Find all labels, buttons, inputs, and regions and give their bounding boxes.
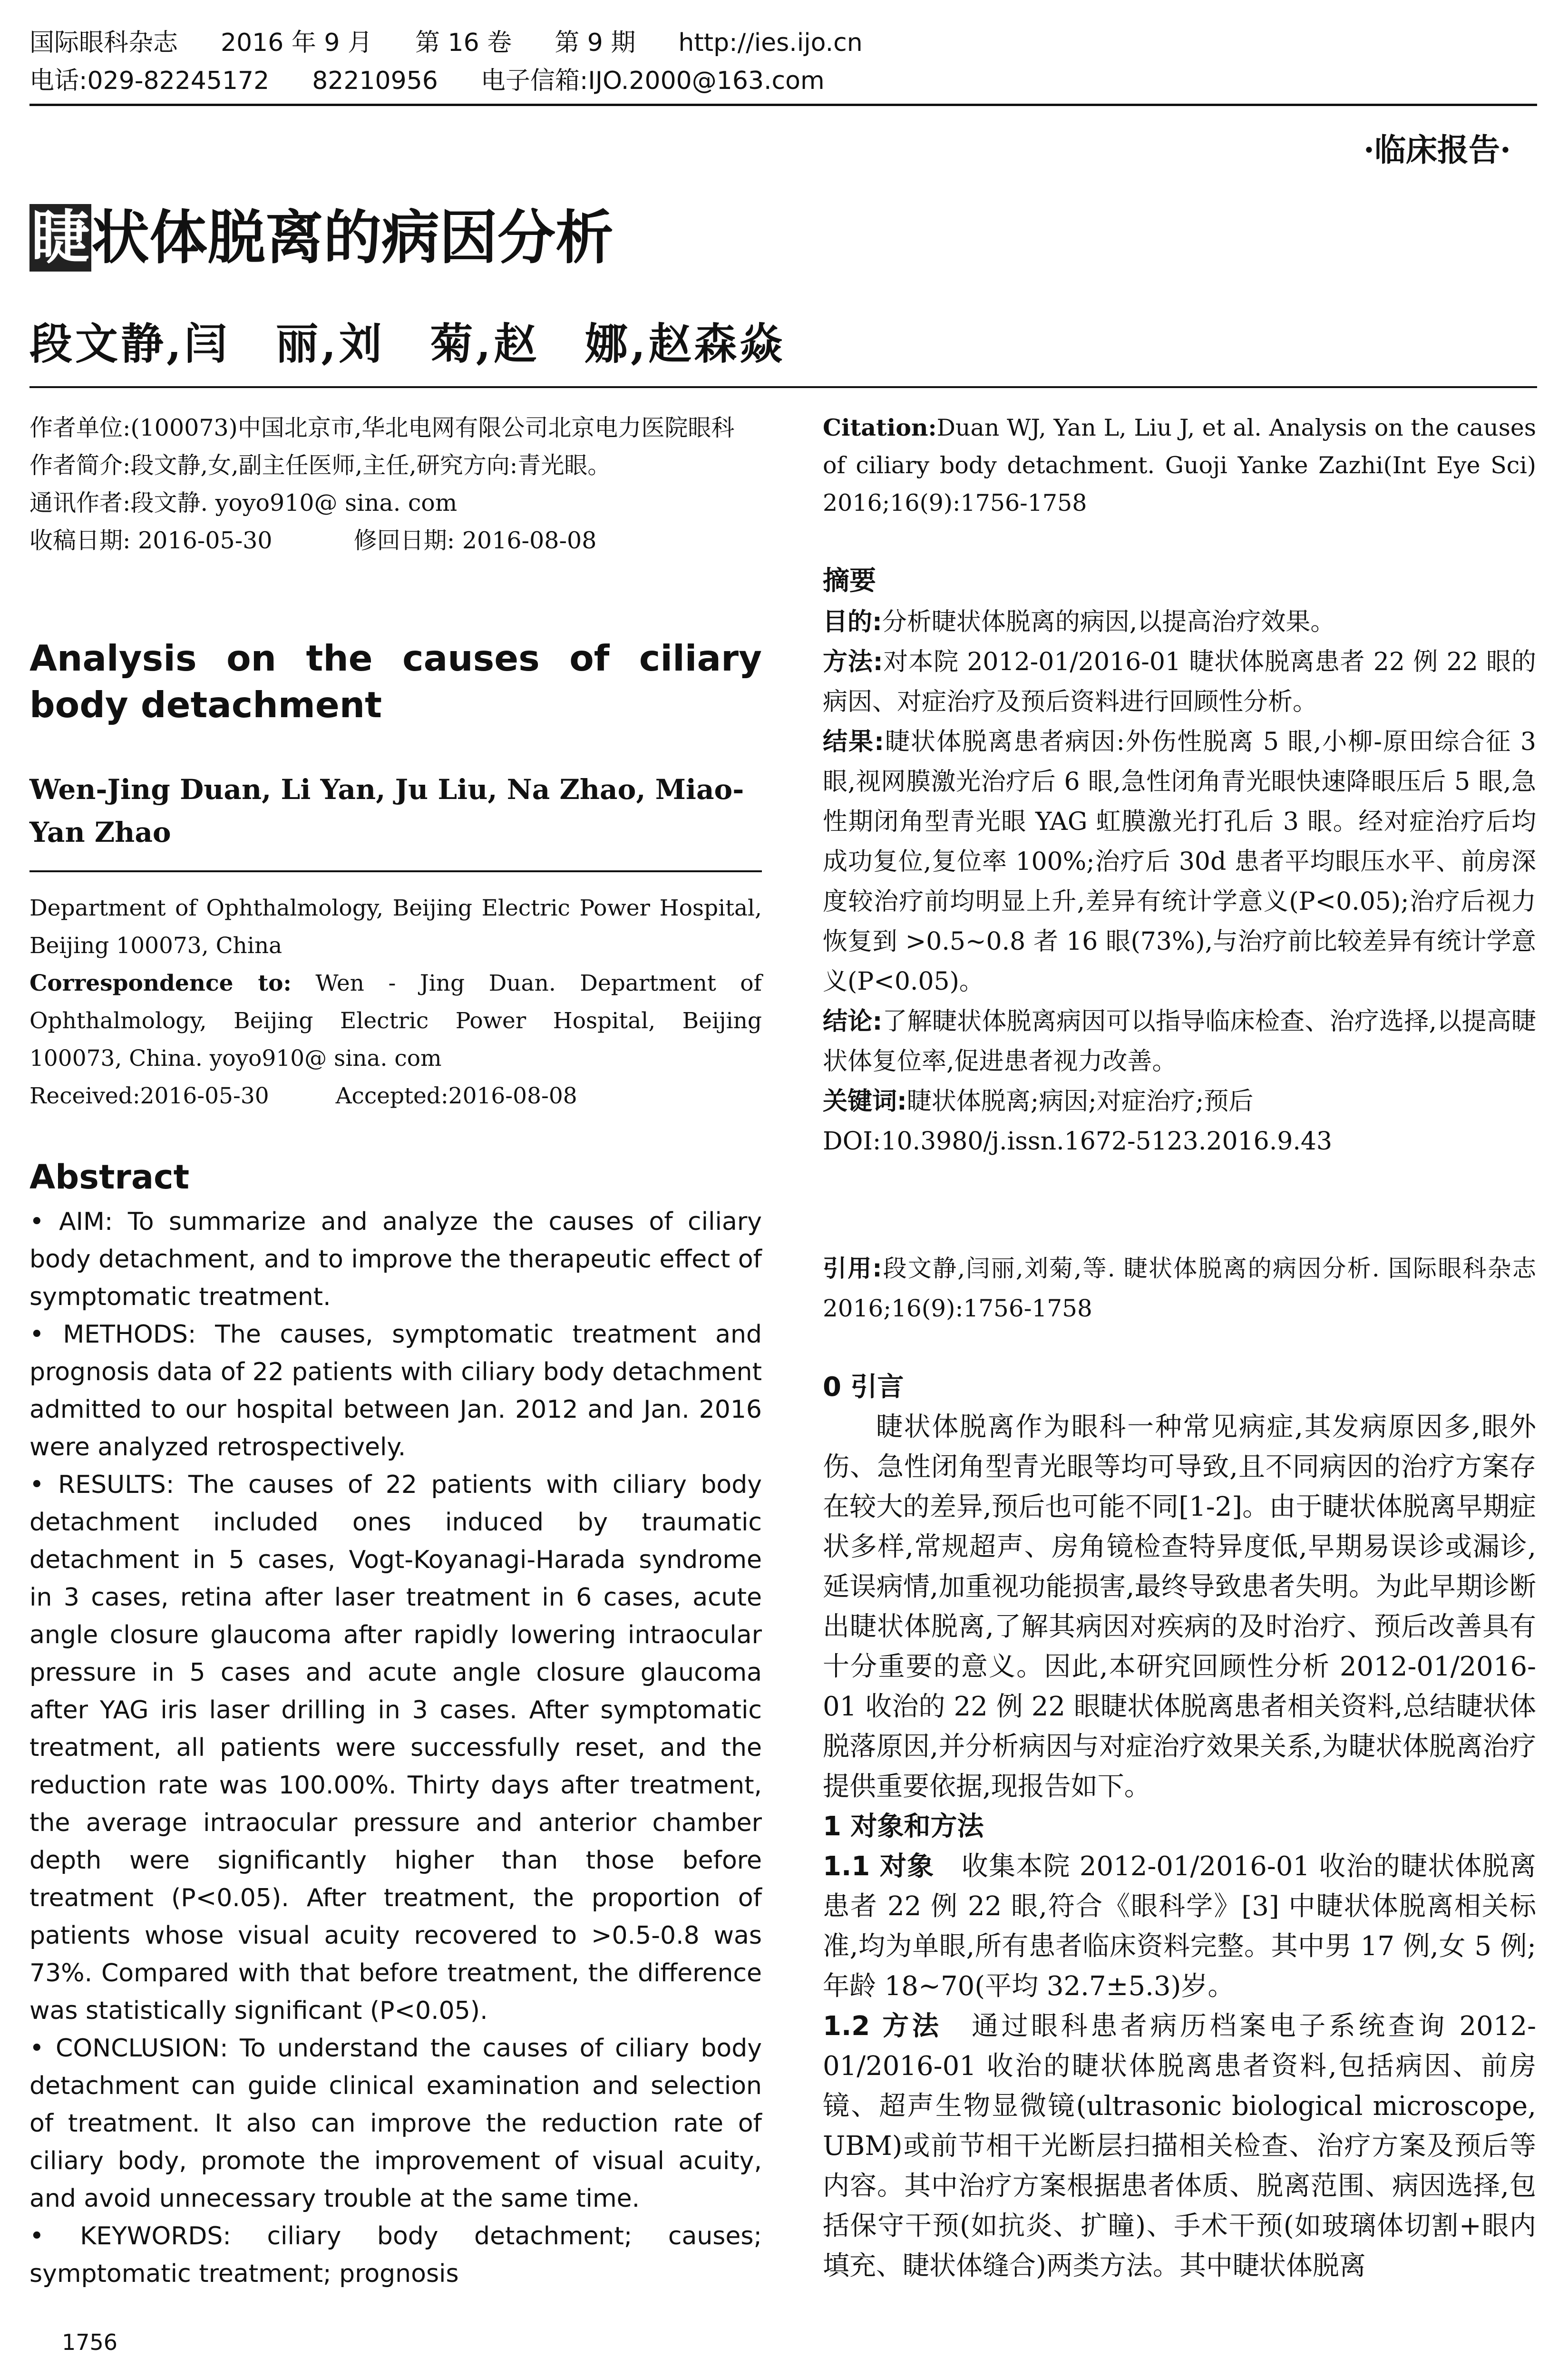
abstract-cn-heading: 摘要 [823, 565, 876, 596]
english-accepted: Accepted:2016-08-08 [335, 1083, 577, 1109]
citation-text: Duan WJ, Yan L, Liu J, et al. Analysis on the causes of ciliary body detachment. Guoji Yanke Zazhi(Int Eye Sci) 2016;16(9):1756-1758 [823, 414, 1536, 516]
body-text [823, 1367, 1536, 2286]
english-affiliation [29, 889, 762, 1115]
dates-row [29, 522, 762, 559]
section-1-1 [823, 1847, 1536, 2007]
english-authors: Wen-Jing Duan, Li Yan, Ju Liu, Na Zhao, Miao-Yan Zhao [29, 773, 744, 848]
journal-header-line1 [29, 24, 1537, 62]
correspondence-label: Correspondence to: [29, 970, 292, 996]
section-1-2-text: 通过眼科患者病历档案电子系统查询 2012-01/2016-01 收治的睫状体脱离患者资料,包括病因、前房镜、超声生物显微镜(ultrasonic biological microscope, UBM)或前节相干光断层扫描相关检查、治疗方案及预后等内容。其中治疗方案根据患者体质、脱离范围、病因选择,包括保守干预(如抗炎、扩瞳)、手术干预(如玻璃体切割+眼内填充、睫状体缝合)两类方法。其中睫状体脱离 [823, 2011, 1536, 2281]
aim-text: 分析睫状体脱离的病因,以提高治疗效果。 [882, 608, 1335, 636]
title-rest: 状体脱离的病因分析 [91, 204, 614, 272]
corresponding-author: 通讯作者:段文静. yoyo910@ sina. com [29, 489, 458, 516]
revised-date: 修回日期: 2016-08-08 [353, 527, 597, 554]
aim-label: 目的: [823, 608, 882, 636]
english-title: Analysis on the causes of ciliary body detachment [29, 637, 762, 726]
english-authors-divider [29, 870, 762, 872]
journal-header-line2 [29, 62, 1537, 100]
page-title [29, 202, 614, 273]
journal-url: http://ies.ijo.cn [678, 29, 863, 57]
page-number: 1756 [62, 2329, 118, 2355]
title-first-char: 睫 [29, 204, 91, 272]
keywords-text: 睫状体脱离;病因;对症治疗;预后 [906, 1087, 1254, 1116]
author-info-block [29, 409, 762, 559]
author-unit: 作者单位:(100073)中国北京市,华北电网有限公司北京电力医院眼科 [29, 414, 735, 441]
received-date: 收稿日期: 2016-05-30 [29, 527, 273, 554]
volume: 第 16 卷 [415, 29, 512, 57]
english-received: Received:2016-05-30 [29, 1083, 269, 1109]
doi: DOI:10.3980/j.issn.1672-5123.2016.9.43 [823, 1127, 1333, 1156]
results-label: 结果: [823, 728, 884, 756]
conclusion-text: 了解睫状体脱离病因可以指导临床检查、治疗选择,以提高睫状体复位率,促进患者视力改善。 [823, 1007, 1537, 1076]
methods-text: 对本院 2012-01/2016-01 睫状体脱离患者 22 例 22 眼的病因、对症治疗及预后资料进行回顾性分析。 [823, 648, 1536, 716]
abstract-cn-conclusion [823, 1002, 1536, 1081]
methods-label: 方法: [823, 648, 883, 676]
section-0-heading: 0 引言 [823, 1372, 904, 1403]
correspondence-text: Wen - Jing Duan. Department of Ophthalmology, Beijing Electric Power Hospital, Beijing 100073, China. yoyo910@ sina. com [29, 970, 762, 1072]
citation-en [823, 409, 1536, 522]
abstract-cn-methods [823, 642, 1536, 722]
abstract-results: • RESULTS: The causes of 22 patients with ciliary body detachment included ones induced by traumatic detachment in 5 cases, Vogt-Koyanagi-Harada syndrome in 3 cases, retina after laser treatment in 6 cases, acute angle closure glaucoma after rapidly lowering intraocular pressure in 5 cases and acute angle closure glaucoma after YAG iris laser drilling in 3 cases. After symptomatic treatment, all patients were successfully reset, and the reduction rate was 100.00%. Thirty days after treatment, the average intraocular pressure and anterior chamber depth were significantly higher than those before treatment (P<0.05). After treatment, the proportion of patients whose visual acuity recovered to >0.5-0.8 was 73%. Compared with that before treatment, the difference was statistically significant (P<0.05). [29, 1471, 762, 2025]
journal-phone: 电话:029-82245172 [29, 67, 270, 95]
abstract-heading: Abstract [29, 1158, 190, 1197]
journal-name: 国际眼科杂志 [29, 29, 178, 57]
conclusion-label: 结论: [823, 1007, 883, 1036]
section-1-2-label: 1.2 方法 [823, 2011, 942, 2042]
citation-cn [823, 1248, 1536, 1328]
abstract-conclusion: • CONCLUSION: To understand the causes of ciliary body detachment can guide clinical examination and selection of treatment. It also can improve the reduction rate of ciliary body, promote the improvement of visual acuity, and avoid unnecessary trouble at the same time. [29, 2034, 762, 2213]
results-text: 睫状体脱离患者病因:外伤性脱离 5 眼,小柳-原田综合征 3 眼,视网膜激光治疗后 6 眼,急性闭角青光眼快速降眼压后 5 眼,急性期闭角型青光眼 YAG 虹膜激光打孔后 3 眼。经对症治疗后均成功复位,复位率 100%;治疗后 30d 患者平均眼压水平、前房深度较治疗前均明显上升,差异有统计学意义(P<0.05);治疗后视力恢复到 >0.5~0.8 者 16 眼(73%),与治疗前比较差异有统计学意义(P<0.05)。 [823, 728, 1536, 996]
cite-cn-label: 引用: [823, 1255, 882, 1282]
journal-phone-2: 82210956 [312, 67, 438, 95]
abstract-en [29, 1156, 762, 2293]
journal-header [29, 24, 1537, 100]
section-0-paragraph: 睫状体脱离作为眼科一种常见病症,其发病原因多,眼外伤、急性闭角型青光眼等均可导致,且不同病因的治疗方案存在较大的差异,预后也可能不同[1-2]。由于睫状体脱离早期症状多样,常规超声、房角镜检查特异度低,早期易误诊或漏诊,延误病情,加重视功能损害,最终导致患者失明。为此早期诊断出睫状体脱离,了解其病因对疾病的及时治疗、预后改善具有十分重要的意义。因此,本研究回顾性分析 2012-01/2016-01 收治的 22 例 22 眼睫状体脱离患者相关资料,总结睫状体脱落原因,并分析病因与对症治疗效果关系,为睫状体脱离治疗提供重要依据,现报告如下。 [823, 1412, 1536, 1802]
author-intro: 作者简介:段文静,女,副主任医师,主任,研究方向:青光眼。 [29, 452, 611, 479]
abstract-cn-aim [823, 602, 1536, 642]
abstract-methods: • METHODS: The causes, symptomatic treatment and prognosis data of 22 patients with ciliary body detachment admitted to our hospital between Jan. 2012 and Jan. 2016 were analyzed retrospectively. [29, 1320, 762, 1461]
cite-cn-text: 段文静,闫丽,刘菊,等. 睫状体脱离的病因分析. 国际眼科杂志 2016;16(9):1756-1758 [823, 1255, 1536, 1322]
abstract-cn-results [823, 722, 1536, 1002]
authors-divider [29, 386, 1537, 388]
section-1-1-text: 收集本院 2012-01/2016-01 收治的睫状体脱离患者 22 例 22 眼,符合《眼科学》[3] 中睫状体脱离相关标准,均为单眼,所有患者临床资料完整。其中男 17 例,女 5 例;年龄 18~70(平均 32.7±5.3)岁。 [823, 1851, 1537, 2002]
section-1-heading: 1 对象和方法 [823, 1811, 984, 1842]
section-1-2 [823, 2007, 1536, 2286]
english-department: Department of Ophthalmology, Beijing Electric Power Hospital, Beijing 100073, China [29, 895, 762, 959]
journal-email: 电子信箱:IJO.2000@163.com [480, 67, 825, 95]
abstract-cn-keywords [823, 1081, 1536, 1121]
header-divider [29, 104, 1537, 106]
abstract-keywords: • KEYWORDS: ciliary body detachment; causes; symptomatic treatment; prognosis [29, 2222, 762, 2288]
section-label: ·临床报告· [1363, 131, 1511, 168]
authors-cn: 段文静,闫 丽,刘 菊,赵 娜,赵森焱 [29, 319, 786, 369]
section-1-1-label: 1.1 对象 [823, 1851, 935, 1882]
keywords-label: 关键词: [823, 1087, 907, 1116]
abstract-aim: • AIM: To summarize and analyze the causes of ciliary body detachment, and to improve the therapeutic effect of symptomatic treatment. [29, 1208, 762, 1311]
correspondence [29, 964, 762, 1077]
citation-label: Citation: [823, 414, 937, 441]
issue-date: 2016 年 9 月 [221, 29, 373, 57]
issue: 第 9 期 [555, 29, 636, 57]
abstract-cn [823, 561, 1536, 1161]
english-dates-row [29, 1077, 762, 1115]
